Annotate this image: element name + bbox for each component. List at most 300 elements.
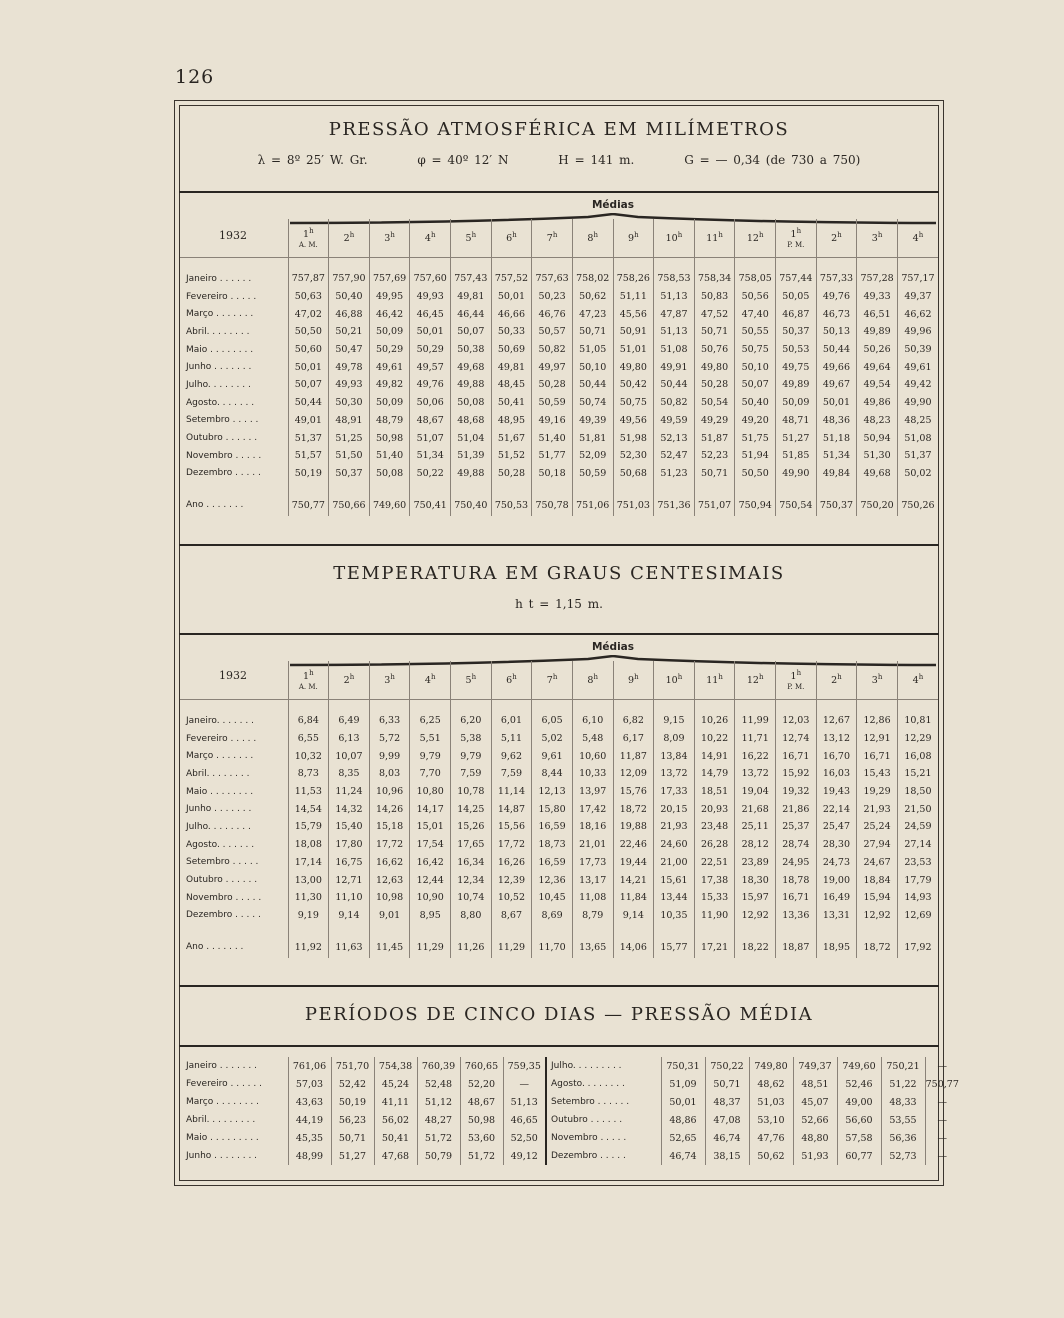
table-row [180,783,938,801]
value-cell: 16,03 [816,765,857,783]
value-cell: 49,93 [410,288,451,306]
year-header-cell [180,661,288,700]
month-label: Junho . . . . . . . [186,362,252,373]
value-cell: 21,93 [857,800,898,818]
value-cell: 49,39 [572,412,613,430]
value-cell: 6,10 [572,712,613,730]
value-cell: 17,54 [410,836,451,854]
annual-row [180,494,938,516]
value-cell: 48,67 [460,1093,503,1111]
value-cell: 50,37 [329,465,370,483]
value-cell: 9,99 [369,747,410,765]
value-cell: 50,62 [749,1147,793,1165]
value-cell: 757,43 [451,270,492,288]
value-cell: 49,80 [613,358,654,376]
value-cell: 50,91 [613,323,654,341]
value-cell: 12,34 [451,871,492,889]
value-cell: 760,39 [417,1057,460,1075]
value-cell: 52,13 [654,429,695,447]
hour-number: 11 [706,233,719,245]
value-cell: 48,36 [816,412,857,430]
hour-number: 5 [465,675,472,687]
hour-number: 7 [546,675,553,687]
value-cell: 9,79 [410,747,451,765]
value-cell: 12,91 [857,730,898,748]
value-cell: 51,27 [331,1147,374,1165]
value-cell: 51,50 [329,447,370,465]
value-cell: 47,76 [749,1129,793,1147]
value-cell: 8,44 [532,765,573,783]
value-cell: 21,01 [572,836,613,854]
value-cell: 749,80 [749,1057,793,1075]
value-cell: 23,48 [694,818,735,836]
month-label: Abril. . . . . . . . [186,326,250,337]
value-cell: — [925,1129,959,1147]
table-row [180,412,938,430]
value-cell: 15,97 [735,889,776,907]
value-cell: 16,71 [776,889,817,907]
value-cell: 50,37 [776,323,817,341]
hour-header [694,219,735,258]
value-cell: 21,50 [897,800,938,818]
value-cell: 52,42 [331,1075,374,1093]
hour-suffix: h [512,673,517,682]
value-cell: 16,34 [451,854,492,872]
value-cell: 18,22 [735,936,776,958]
month-label: Setembro . . . . . [186,415,259,426]
periods-title: PERÍODOS DE CINCO DIAS — PRESSÃO MÉDIA [304,1004,814,1025]
value-cell: 750,40 [451,494,492,516]
value-cell: 751,03 [613,494,654,516]
value-cell: 50,71 [705,1075,749,1093]
divider [179,544,939,546]
value-cell: 28,30 [816,836,857,854]
value-cell: 51,40 [532,429,573,447]
temperature-param: h t = 1,15 m. [515,597,603,611]
value-cell: 15,40 [329,818,370,836]
hour-header [816,219,857,258]
table-row [180,270,938,288]
value-cell: 17,80 [329,836,370,854]
value-cell: 761,06 [288,1057,331,1075]
value-cell: 11,87 [613,747,654,765]
value-cell: 46,88 [329,305,370,323]
value-cell: 51,09 [661,1075,705,1093]
value-cell: 51,13 [503,1093,546,1111]
value-cell: 48,67 [410,412,451,430]
month-label: Outubro . . . . . . [186,433,258,444]
table-row [180,854,938,872]
hour-suffix: h [718,231,723,240]
value-cell: 48,27 [417,1111,460,1129]
value-cell: 50,01 [491,288,532,306]
value-cell: 51,93 [793,1147,837,1165]
table-row [180,288,938,306]
value-cell: 9,79 [451,747,492,765]
month-label: Agosto. . . . . . . [186,397,255,408]
value-cell: 16,08 [897,747,938,765]
value-cell: 17,92 [897,936,938,958]
value-cell: 50,26 [857,341,898,359]
value-cell: 18,73 [532,836,573,854]
value-cell: 50,83 [694,288,735,306]
hour-number: 8 [587,233,594,245]
value-cell: 18,84 [857,871,898,889]
value-cell: 11,99 [735,712,776,730]
value-cell: 50,29 [410,341,451,359]
annual-row [180,936,938,958]
hour-header [329,219,370,258]
table-row [180,1075,959,1093]
hour-number: 1 [303,229,310,241]
value-cell: 25,37 [776,818,817,836]
value-cell: 51,75 [735,429,776,447]
value-cell: 47,40 [735,305,776,323]
hour-suffix: h [430,673,436,682]
value-cell: 49,95 [369,288,410,306]
hour-number: 2 [343,675,350,687]
hour-number: 10 [665,675,678,687]
value-cell: 11,90 [694,907,735,925]
value-cell: 50,01 [661,1093,705,1111]
value-cell: 50,62 [572,288,613,306]
value-cell: 20,93 [694,800,735,818]
month-label: Outubro . . . . . . [546,1111,661,1129]
value-cell: 50,42 [613,376,654,394]
value-cell: 16,75 [329,854,370,872]
value-cell: 750,53 [491,494,532,516]
value-cell: 12,44 [410,871,451,889]
value-cell: 49,90 [897,394,938,412]
value-cell: 50,74 [572,394,613,412]
value-cell: 750,22 [705,1057,749,1075]
value-cell: 10,60 [572,747,613,765]
value-cell: 49,42 [897,376,938,394]
hour-suffix: h [349,231,355,240]
value-cell: 46,73 [816,305,857,323]
value-cell: 12,74 [776,730,817,748]
temperature-title: TEMPERATURA EM GRAUS CENTESIMAIS [333,563,785,584]
value-cell: 50,50 [735,465,776,483]
value-cell: 48,71 [776,412,817,430]
value-cell: — [925,1111,959,1129]
value-cell: 50,05 [776,288,817,306]
value-cell: 46,62 [897,305,938,323]
hour-header [735,219,776,258]
value-cell: 50,29 [369,341,410,359]
hour-header [572,219,613,258]
page-number: 126 [175,66,215,88]
table-row [180,871,938,889]
spacer-row [180,482,938,494]
value-cell: 20,15 [654,800,695,818]
value-cell: 48,25 [897,412,938,430]
hour-header [451,219,492,258]
value-cell: 18,72 [613,800,654,818]
value-cell: 19,32 [776,783,817,801]
value-cell: 6,01 [491,712,532,730]
hour-suffix: h [430,231,436,240]
value-cell: 12,67 [816,712,857,730]
value-cell: 49,88 [451,376,492,394]
value-cell: 11,53 [288,783,329,801]
value-cell: 11,29 [410,936,451,958]
value-cell: 15,92 [776,765,817,783]
month-label: Maio . . . . . . . . [186,344,254,355]
value-cell: 50,59 [572,465,613,483]
value-cell: 9,61 [532,747,573,765]
value-cell: 12,71 [329,871,370,889]
month-label: Dezembro . . . . . [546,1147,661,1165]
hour-header [288,219,329,258]
hour-number: 6 [506,233,513,245]
value-cell: 12,92 [857,907,898,925]
table-row [180,358,938,376]
hour-header [776,661,817,700]
value-cell: 758,05 [735,270,776,288]
value-cell: 45,07 [793,1093,837,1111]
value-cell: 15,77 [654,936,695,958]
month-label: Dezembro . . . . . [186,468,261,479]
value-cell: 11,71 [735,730,776,748]
value-cell: 49,78 [329,358,370,376]
value-cell: 50,44 [816,341,857,359]
ampm-label: A. M. [298,241,318,250]
value-cell: 47,87 [654,305,695,323]
value-cell: 17,14 [288,854,329,872]
value-cell: 50,47 [329,341,370,359]
value-cell: 15,43 [857,765,898,783]
value-cell: 18,95 [816,936,857,958]
value-cell: 10,98 [369,889,410,907]
value-cell: 47,02 [288,305,329,323]
value-cell: 22,51 [694,854,735,872]
table-row [180,447,938,465]
month-label: Fevereiro . . . . . [186,291,257,302]
value-cell: 49,91 [654,358,695,376]
value-cell: 758,26 [613,270,654,288]
hour-header [776,219,817,258]
value-cell: 17,79 [897,871,938,889]
value-cell: 48,45 [491,376,532,394]
value-cell: 51,81 [572,429,613,447]
pressure-param: G = — 0,34 (de 730 a 750) [684,153,861,167]
hour-header [329,661,370,700]
value-cell: 50,98 [369,429,410,447]
value-cell: 6,49 [329,712,370,730]
value-cell: 50,33 [491,323,532,341]
value-cell: 6,25 [410,712,451,730]
value-cell: 16,70 [816,747,857,765]
hour-header [735,661,776,700]
value-cell: 50,28 [491,465,532,483]
value-cell: 10,07 [329,747,370,765]
value-cell: 51,94 [735,447,776,465]
value-cell: 51,30 [857,447,898,465]
month-label: Setembro . . . . . [186,857,259,868]
hour-suffix: h [758,231,764,240]
table-row [180,1129,959,1147]
value-cell: 749,60 [837,1057,881,1075]
value-cell: 50,44 [572,376,613,394]
value-cell: 7,59 [491,765,532,783]
value-cell: 5,38 [451,730,492,748]
value-cell: 14,17 [410,800,451,818]
value-cell: 48,99 [288,1147,331,1165]
value-cell: 11,92 [288,936,329,958]
value-cell: 11,26 [451,936,492,958]
value-cell: 50,41 [491,394,532,412]
value-cell: 17,72 [369,836,410,854]
hour-header [532,661,573,700]
value-cell: 50,71 [331,1129,374,1147]
value-cell: 12,92 [735,907,776,925]
value-cell: 757,60 [410,270,451,288]
value-cell: 50,07 [735,376,776,394]
value-cell: 9,15 [654,712,695,730]
table-row [180,765,938,783]
value-cell: 8,79 [572,907,613,925]
year-header-cell [180,219,288,258]
value-cell: 51,07 [410,429,451,447]
value-cell: 11,24 [329,783,370,801]
value-cell: 12,13 [532,783,573,801]
month-label: Abril. . . . . . . . . [186,1115,256,1125]
value-cell: 27,94 [857,836,898,854]
value-cell: 17,72 [491,836,532,854]
value-cell: 19,04 [735,783,776,801]
pressure-year: 1932 [219,229,247,242]
value-cell: 757,90 [329,270,370,288]
hour-number: 6 [506,675,513,687]
divider [179,1045,939,1047]
value-cell: 49,61 [897,358,938,376]
hour-header [816,661,857,700]
pressure-params [175,153,943,167]
hour-suffix: h [634,673,639,682]
value-cell: 50,40 [329,288,370,306]
hour-number: 1 [303,671,310,683]
hour-number: 4 [424,233,431,245]
value-cell: 757,44 [776,270,817,288]
value-cell: 49,54 [857,376,898,394]
value-cell: 46,51 [857,305,898,323]
value-cell: 52,20 [460,1075,503,1093]
month-label: Junho . . . . . . . [186,804,252,815]
value-cell: 11,29 [491,936,532,958]
value-cell: 51,37 [288,429,329,447]
table-row [180,429,938,447]
value-cell: 750,77 [288,494,329,516]
value-cell: 51,52 [491,447,532,465]
value-cell: 43,63 [288,1093,331,1111]
pressure-param: φ = 40º 12′ N [417,153,509,167]
value-cell: 48,79 [369,412,410,430]
value-cell: 50,71 [572,323,613,341]
value-cell: 38,15 [705,1147,749,1165]
value-cell: 50,30 [329,394,370,412]
value-cell: 48,95 [491,412,532,430]
table-row [180,747,938,765]
value-cell: 49,29 [694,412,735,430]
ampm-label: P. M. [787,241,805,250]
value-cell: 8,03 [369,765,410,783]
value-cell: 7,70 [410,765,451,783]
value-cell: 16,71 [857,747,898,765]
hour-number: 9 [628,675,635,687]
value-cell: 51,40 [369,447,410,465]
value-cell: 50,08 [451,394,492,412]
month-label: Dezembro . . . . . [186,910,261,921]
value-cell: 9,14 [613,907,654,925]
value-cell: 49,68 [451,358,492,376]
value-cell: 49,56 [613,412,654,430]
value-cell: 51,18 [816,429,857,447]
value-cell: 50,75 [613,394,654,412]
value-cell: 49,89 [857,323,898,341]
hour-number: 4 [912,233,919,245]
value-cell: — [503,1075,546,1093]
value-cell: 14,06 [613,936,654,958]
value-cell: 10,22 [694,730,735,748]
value-cell: 24,67 [857,854,898,872]
value-cell: 49,89 [776,376,817,394]
hour-suffix: h [796,226,802,235]
medias-label: Médias [591,199,635,211]
value-cell: 11,45 [369,936,410,958]
value-cell: 50,54 [694,394,735,412]
hour-number: 2 [831,675,838,687]
value-cell: 50,23 [532,288,573,306]
spacer-row [180,700,938,713]
month-label: Setembro . . . . . . [546,1093,661,1111]
value-cell: 8,67 [491,907,532,925]
value-cell: 53,60 [460,1129,503,1147]
value-cell: 14,26 [369,800,410,818]
value-cell: 51,67 [491,429,532,447]
value-cell: 19,88 [613,818,654,836]
value-cell: 8,09 [654,730,695,748]
table-row [180,341,938,359]
value-cell: 18,87 [776,936,817,958]
value-cell: 49,96 [897,323,938,341]
value-cell: 13,17 [572,871,613,889]
value-cell: 750,66 [329,494,370,516]
value-cell: 50,63 [288,288,329,306]
value-cell: 50,10 [735,358,776,376]
value-cell: 44,19 [288,1111,331,1129]
value-cell: 16,22 [735,747,776,765]
hour-number: 7 [546,233,553,245]
month-label: Maio . . . . . . . . . [186,1133,259,1143]
value-cell: 24,59 [897,818,938,836]
value-cell: — [925,1147,959,1165]
hour-suffix: h [918,673,924,682]
value-cell: 19,00 [816,871,857,889]
hour-suffix: h [593,231,598,240]
hour-suffix: h [758,673,764,682]
value-cell: 751,70 [331,1057,374,1075]
ampm-label: A. M. [298,683,318,692]
value-cell: 51,57 [288,447,329,465]
value-cell: 48,68 [451,412,492,430]
value-cell: 49,37 [897,288,938,306]
value-cell: 757,28 [857,270,898,288]
value-cell: 56,02 [374,1111,417,1129]
value-cell: 14,54 [288,800,329,818]
value-cell: 6,33 [369,712,410,730]
value-cell: 50,10 [572,358,613,376]
